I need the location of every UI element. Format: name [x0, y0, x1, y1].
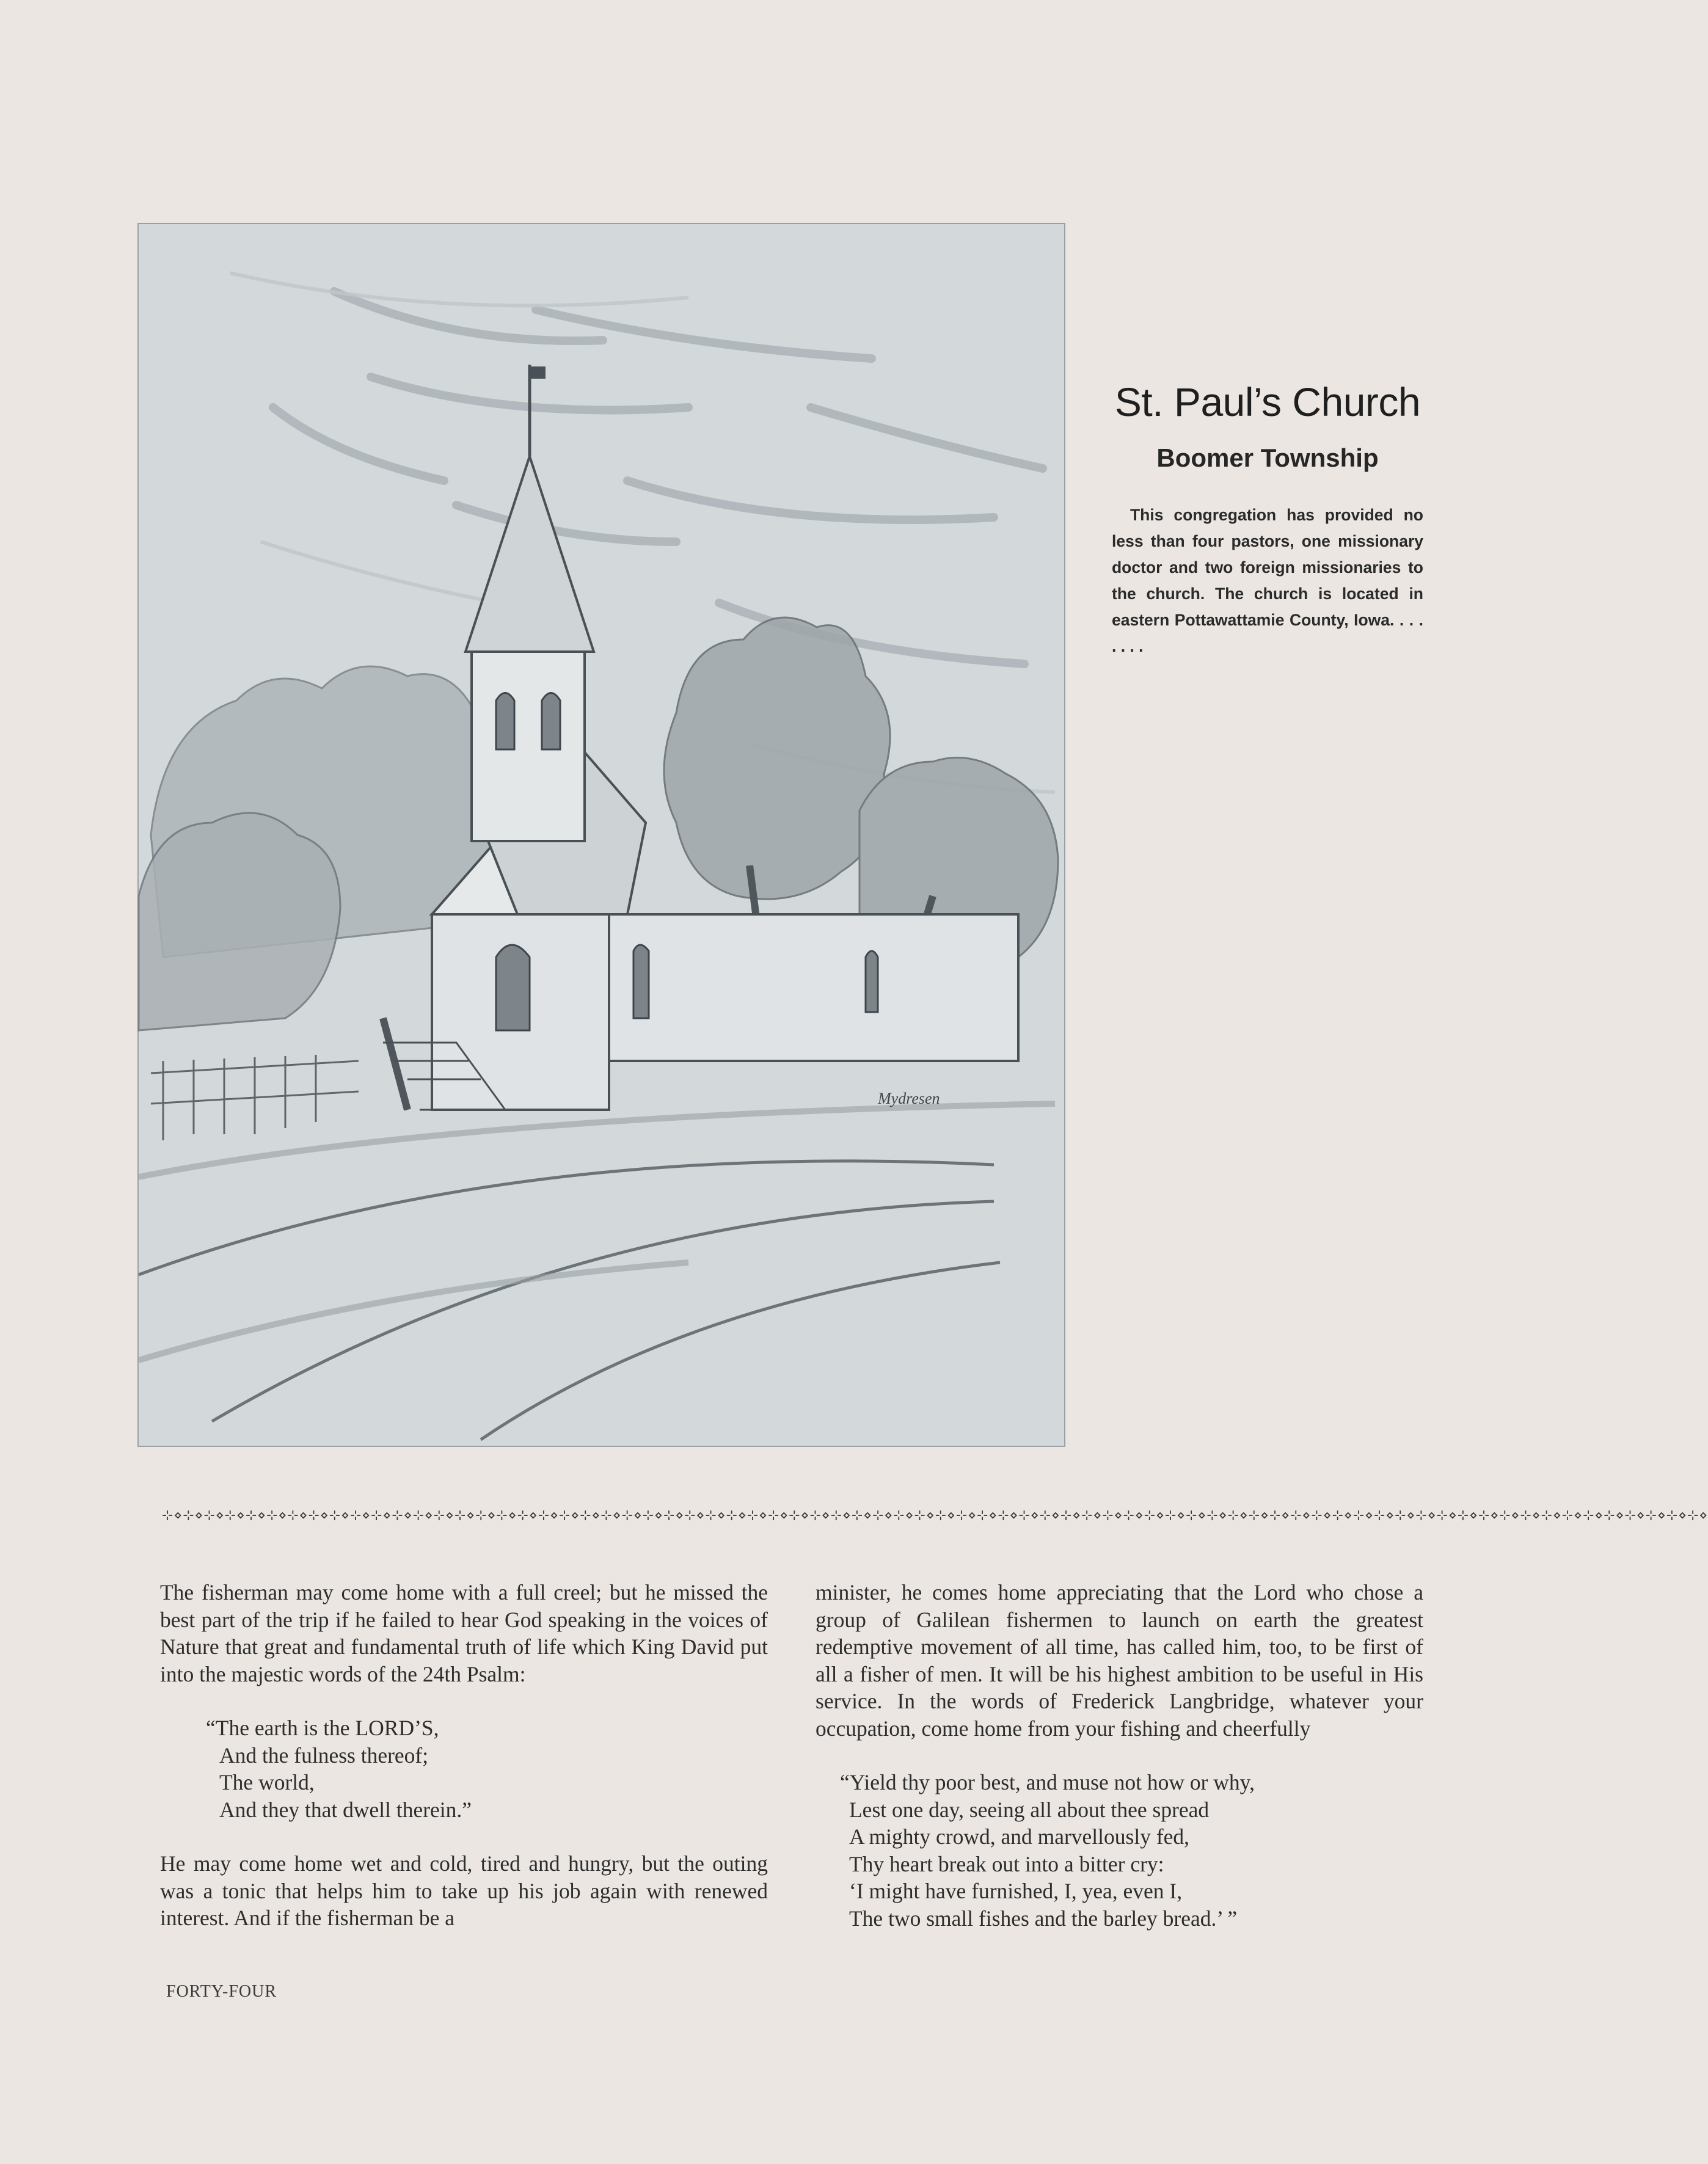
paragraph: The fisherman may come home with a full creel; but he missed the best part of the trip if he failed to hear God speaking in the voices of Nature that great and fundamental truth of life which King David put into the majestic words of the 24th Psalm:	[160, 1580, 768, 1686]
paragraph: minister, he comes home appreciating that the Lord who chose a group of Galilean fishermen to launch on earth the greatest redemptive movement of all time, has called him, too, to be first of all a fisher of men. It will be his highest ambition to be useful in His service. In the words of Frederick Langbridge, whatever your occupation, come home from your fishing and cheerfully	[816, 1580, 1423, 1741]
church-illustration	[137, 223, 1065, 1447]
verse-line: And the fulness thereof;	[219, 1743, 429, 1768]
page-number: FORTY-FOUR	[166, 1982, 277, 2001]
ornamental-divider: ⊹⋄⊹⋄⊹⋄⊹⋄⊹⋄⊹⋄⊹⋄⊹⋄⊹⋄⊹⋄⊹⋄⊹⋄⊹⋄⊹⋄⊹⋄⊹⋄⊹⋄⊹⋄⊹⋄⊹⋄⊹⋄⊹⋄⊹⋄⊹⋄⊹⋄⊹⋄⊹⋄⊹⋄⊹⋄⊹⋄⊹⋄⊹⋄⊹⋄⊹⋄⊹⋄⊹⋄⊹⋄⊹⋄⊹⋄⊹⋄⊹⋄⊹⋄⊹⋄⊹⋄⊹⋄⊹⋄⊹⋄⊹⋄⊹⋄⊹⋄⊹⋄⊹⋄⊹⋄⊹⋄⊹⋄⊹⋄⊹⋄⊹⋄⊹⋄⊹⋄⊹⋄⊹⋄⊹⋄⊹⋄⊹⋄⊹⋄⊹⋄⊹⋄⊹⋄⊹⋄⊹⋄⊹⋄⊹⋄⊹⋄	[162, 1508, 1708, 1523]
verse-line: “Yield thy poor best, and muse not how or why,	[840, 1770, 1255, 1794]
church-sketch-image	[139, 224, 1064, 1446]
verse-line: “The earth is the LORD’S,	[206, 1716, 439, 1740]
poem-quote	[816, 1769, 1423, 1932]
verse-line: Thy heart break out into a bitter cry:	[849, 1851, 1164, 1876]
verse-line: ‘I might have furnished, I, yea, even I,	[849, 1879, 1183, 1903]
right-column	[816, 1579, 1423, 1932]
artist-signature: Mydresen	[878, 1090, 940, 1107]
verse-line: And they that dwell therein.”	[219, 1797, 472, 1822]
verse-line: Lest one day, seeing all about thee spread	[849, 1797, 1210, 1822]
caption-text: This congregation has provided no less than four pastors, one missionary doctor and two foreign missionaries to the church. The church is located in eastern Pottawattamie County, Iowa. . . . . . . .	[1112, 506, 1423, 655]
page-title: St. Paul’s Church	[1114, 379, 1421, 424]
left-column	[160, 1579, 768, 1932]
caption-block	[1112, 379, 1423, 660]
verse-line: The two small fishes and the barley bread.’ ”	[849, 1906, 1238, 1931]
verse-line: A mighty crowd, and marvellously fed,	[849, 1824, 1190, 1849]
page-subtitle: Boomer Township	[1156, 443, 1379, 472]
paragraph: He may come home wet and cold, tired and hungry, but the outing was a tonic that helps him to take up his job again with renewed interest. And if the fisherman be a	[160, 1851, 768, 1930]
psalm-quote	[160, 1714, 768, 1823]
verse-line: The world,	[219, 1770, 315, 1794]
